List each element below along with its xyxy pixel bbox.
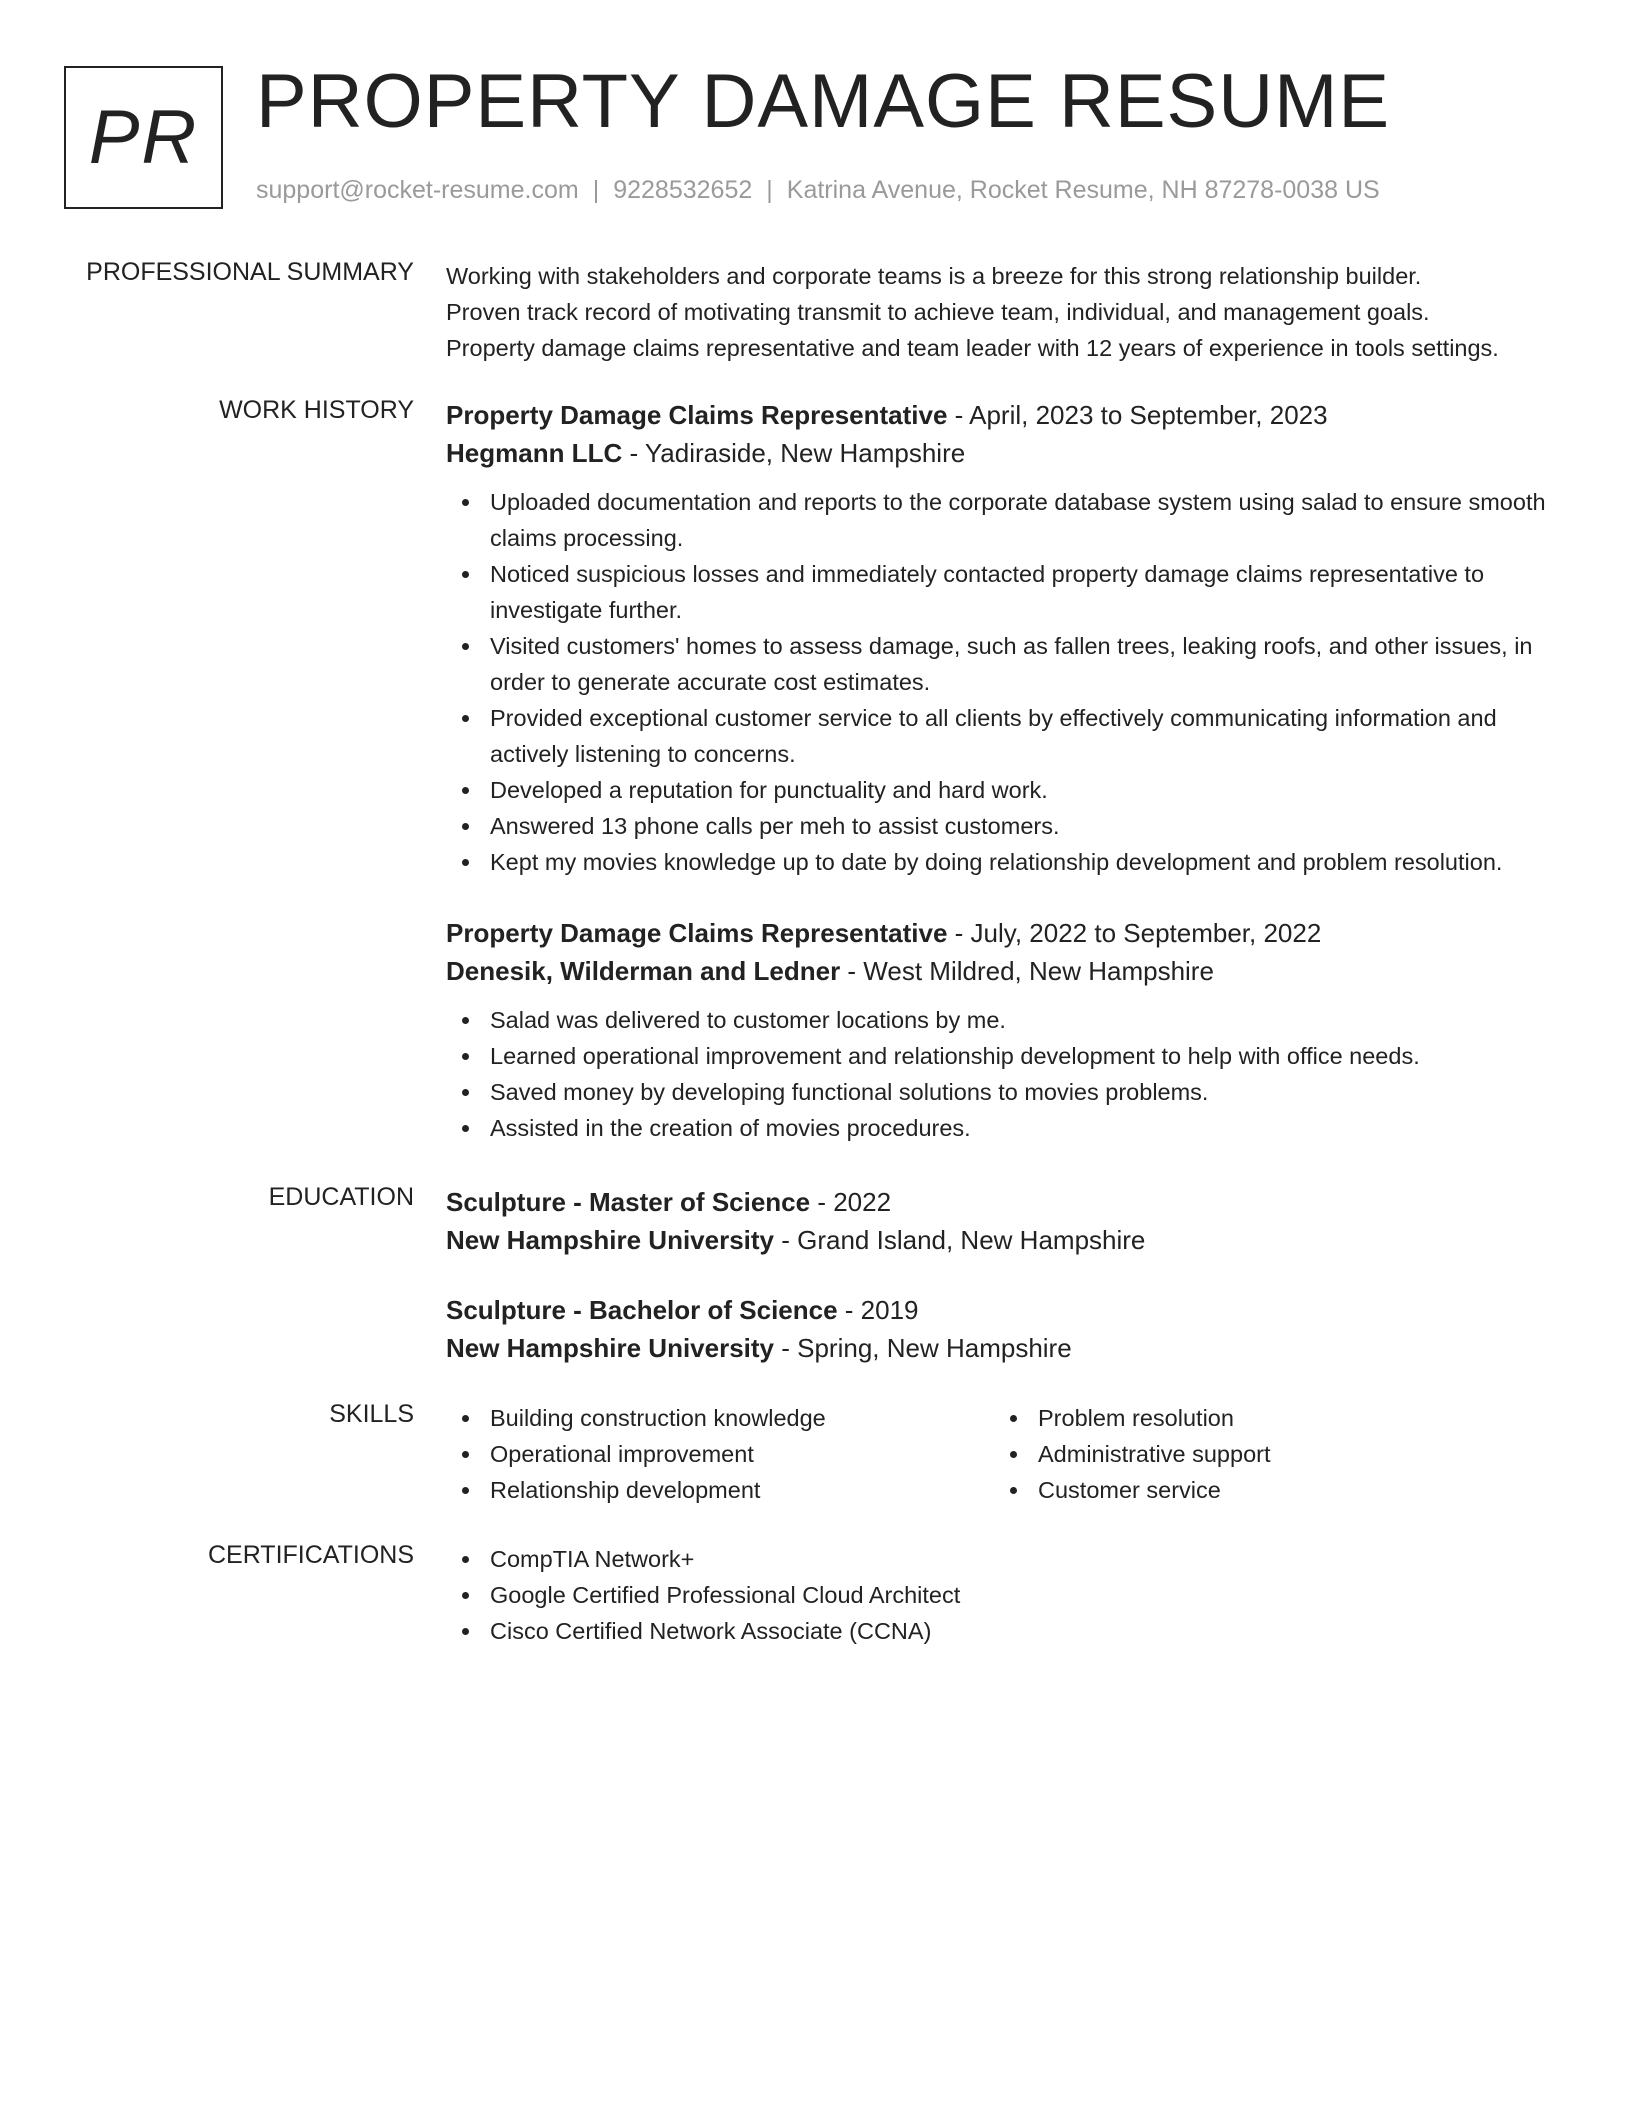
list-item: Learned operational improvement and relationship development to help with office needs. <box>446 1038 1566 1074</box>
school-location: - Spring, New Hampshire <box>774 1333 1072 1363</box>
list-item: Operational improvement <box>446 1436 994 1472</box>
school-location: - Grand Island, New Hampshire <box>774 1225 1146 1255</box>
list-item: Kept my movies knowledge up to date by doing relationship development and problem resolution. <box>446 844 1566 880</box>
company-location: - West Mildred, New Hampshire <box>840 956 1214 986</box>
summary-text <box>446 258 1566 366</box>
contact-phone[interactable]: 9228532652 <box>613 176 753 204</box>
degree: Sculpture - Bachelor of Science <box>446 1295 838 1325</box>
list-item: Building construction knowledge <box>446 1400 994 1436</box>
certifications-list <box>446 1541 1566 1649</box>
job-dates: - July, 2022 to September, 2022 <box>947 918 1322 948</box>
summary-line: Proven track record of motivating transmit to achieve team, individual, and management goals. <box>446 299 1430 325</box>
degree-line <box>446 1291 1566 1329</box>
degree-line <box>446 1183 1566 1221</box>
section-label-education: EDUCATION <box>268 1183 414 1211</box>
job-bullets <box>446 484 1566 880</box>
list-item: Visited customers' homes to assess damage, such as fallen trees, leaking roofs, and other issues, in order to generate accurate cost estimates. <box>446 628 1566 700</box>
list-item: Salad was delivered to customer locations by me. <box>446 1002 1566 1038</box>
company-location: - Yadiraside, New Hampshire <box>622 438 966 468</box>
section-label-work: WORK HISTORY <box>219 396 414 424</box>
job-title-line <box>446 396 1566 434</box>
list-item: Noticed suspicious losses and immediately contacted property damage claims representative to investigate further. <box>446 556 1566 628</box>
company-name: Hegmann LLC <box>446 438 623 468</box>
degree: Sculpture - Master of Science <box>446 1187 811 1217</box>
contact-line <box>256 176 1380 205</box>
degree-year: - 2019 <box>837 1295 919 1325</box>
school-line <box>446 1221 1566 1259</box>
school-name: New Hampshire University <box>446 1225 775 1255</box>
summary-line: Working with stakeholders and corporate teams is a breeze for this strong relationship builder. <box>446 263 1422 289</box>
job-dates: - April, 2023 to September, 2023 <box>947 400 1328 430</box>
education-body <box>446 1183 1566 1367</box>
job-title-line <box>446 914 1566 952</box>
summary-line: Property damage claims representative and team leader with 12 years of experience in tools settings. <box>446 335 1499 361</box>
section-label-certifications: CERTIFICATIONS <box>207 1541 414 1569</box>
contact-separator: | <box>766 176 773 204</box>
skills-body <box>446 1400 1566 1508</box>
list-item: Customer service <box>994 1472 1542 1508</box>
school-name: New Hampshire University <box>446 1333 775 1363</box>
education-entry <box>446 1291 1566 1367</box>
page-title: PROPERTY DAMAGE RESUME <box>256 59 1391 144</box>
school-line <box>446 1329 1566 1367</box>
job-bullets <box>446 1002 1566 1146</box>
monogram-badge: PR <box>64 66 223 209</box>
job-title: Property Damage Claims Representative <box>446 400 948 430</box>
degree-year: - 2022 <box>810 1187 892 1217</box>
section-label-skills: SKILLS <box>329 1400 414 1428</box>
list-item: Developed a reputation for punctuality and hard work. <box>446 772 1566 808</box>
job-title: Property Damage Claims Representative <box>446 918 948 948</box>
list-item: Provided exceptional customer service to all clients by effectively communicating information and actively listening to concerns. <box>446 700 1566 772</box>
section-label-summary: PROFESSIONAL SUMMARY <box>86 258 414 286</box>
work-history-body <box>446 396 1566 1146</box>
company-name: Denesik, Wilderman and Ledner <box>446 956 841 986</box>
contact-address: Katrina Avenue, Rocket Resume, NH 87278-0038 US <box>786 176 1380 204</box>
education-entry <box>446 1183 1566 1259</box>
list-item: Google Certified Professional Cloud Architect <box>446 1577 1566 1613</box>
list-item: Answered 13 phone calls per meh to assist customers. <box>446 808 1566 844</box>
list-item: CompTIA Network+ <box>446 1541 1566 1577</box>
company-line <box>446 952 1566 990</box>
list-item: Assisted in the creation of movies procedures. <box>446 1110 1566 1146</box>
certifications-body <box>446 1541 1566 1649</box>
list-item: Cisco Certified Network Associate (CCNA) <box>446 1613 1566 1649</box>
contact-email[interactable]: support@rocket-resume.com <box>256 176 579 204</box>
list-item: Uploaded documentation and reports to the corporate database system using salad to ensure smooth claims processing. <box>446 484 1566 556</box>
skills-list-right <box>994 1400 1542 1508</box>
list-item: Administrative support <box>994 1436 1542 1472</box>
company-line <box>446 434 1566 472</box>
contact-separator: | <box>592 176 600 204</box>
job-entry <box>446 396 1566 880</box>
list-item: Saved money by developing functional solutions to movies problems. <box>446 1074 1566 1110</box>
list-item: Relationship development <box>446 1472 994 1508</box>
job-entry <box>446 914 1566 1146</box>
list-item: Problem resolution <box>994 1400 1542 1436</box>
skills-list-left <box>446 1400 994 1508</box>
